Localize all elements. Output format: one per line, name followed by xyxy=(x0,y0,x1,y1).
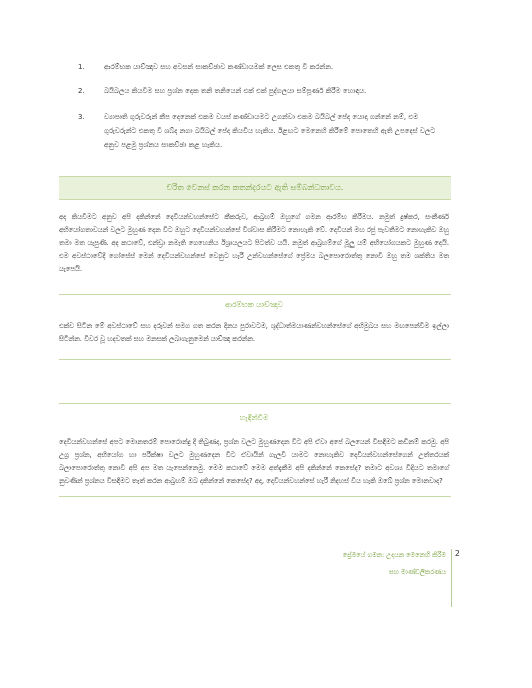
list-item xyxy=(78,84,438,98)
footer-title: ප්‍රේමයේ ගමන: උදයන මෙනෙහි කිරීම xyxy=(342,551,446,559)
intro-paragraph: අද කියවීමට අනුව අපි දකින්නේ දෙවියන්වහන්සේට කීකරුව, ආබ්‍රහම් ඔහුගේ ගමන ආරම්භ කිරීමය. නමුත් දුෂ්කර, සංකීර්ණ අභියෝගතාවයන් වලට මුහුණ දෙන විට ඔහුට දෙවියන්වහන්සේ විශ්වාස කිරීමට නොහැකි වේ. දෙවියන් මහ රජු පැවතීමට නොහැකිව ඔහු තමා මත යැපුණි. අද කථාවේ, එන්ඩ්‍රා නමැති ගෙහෙනිය ඊශ්‍රායලයට පිටත්ව යයි. නමුත් ආබ්‍රහම්ගේ මූලු යම් අභියෝගයකට මුහුණ දෙයි. එම අවස්ථාවේදී ගෝසේස් මෙන් දෙවියන්වහන්සේ වෙනුට හැරී උන්වහන්සේගේ ප්‍රේමය බලපොරොත්තු නොවී ඔහු තම ශක්තිය මත යැපෙයි. xyxy=(59,213,449,273)
divider xyxy=(59,496,451,497)
list-number: 2. xyxy=(78,87,85,95)
introduction-paragraph: දෙවියන්වහන්සේ අපට මොනතරම් පොරොන්දු දී තිබුණද, ප්‍රශ්න වලට මුහුණදෙන විට අපි ඒවා අපේ බලයෙන් විසඳීමට කඩිනම් කරමු. අපි උග්‍ර ප්‍රශ්න, අභියෝග හා පරීක්ෂා වලට මුහුණදෙන විට ඒවායින් ගැලවී යාමට නොහැකිව දෙවියන්වහන්සේගෙන් උත්තරයක් බලාපොරොත්තු නොවී අපි අප මත යැපෙන්නෙමු. මෙම කථාවේ මෙම අත්දැකීම අපි දකින්නේ කෙසේද? තමාට අවශ්‍ය විදියට තමාගේ නුවණින් ප්‍රශ්නය විසඳීමට තැත් කරන ආබ්‍රහම් ඔබ දකින්නේ කෙසේද? අද, දෙවියන්වහන්සේ හැරී නිදහස් විය හැකි ඔබේ ප්‍රශ්න මොනවාද? xyxy=(59,438,449,485)
section-heading-banner xyxy=(59,176,451,200)
prayer-paragraph: එක්ව සිටින මේ අවස්ථාවේ සහ දරුවන් සමග ගත කරන දිනය පුරාවටම, ශුද්ධාත්මයාණන්වහන්සේගේ අභිමුඛය සහ මඟපෙන්වීම ඉල්ලා සිටින්න. විවර වූ හදවතක් සහ මනසක් ලබාගැනුමෙන් යාච්ඤා කරන්න. xyxy=(59,322,449,343)
page-footer xyxy=(290,549,460,607)
footer-subtitle: සහ මාණ්ඩලිකරණය xyxy=(389,568,446,576)
list-item xyxy=(78,110,438,152)
list-text: ව්‍යාපෘති ගුරුවරුන් කීප දෙනෙක් එකම වයස් කණ්ඩායමට උගන්වා එකම බයිබල් පේද යොදා ගන්නේ නම්, එම ගුරුවරුන්ට එකතු වී ශබ්ද නගා බයිබල් පේද කියවිය හැකිය. ඊළඟට මෙනෙහි කිරීමේ පොතෙහි ඇති උපදෙස් වලට අනුව පළමු ප්‍රශ්නය සාකච්ඡා කළ හැකිය. xyxy=(104,113,436,149)
list-item xyxy=(78,60,438,74)
instruction-list xyxy=(78,60,438,152)
subheading-introduction: හැඳින්වීම xyxy=(239,413,269,422)
list-number: 3. xyxy=(78,113,85,121)
footer-divider xyxy=(451,549,452,607)
divider xyxy=(59,403,451,404)
divider xyxy=(59,359,451,360)
page-number: 2 xyxy=(454,549,460,558)
divider xyxy=(59,294,451,295)
list-text: බයිබලය කියවීම සහ ප්‍රශ්න දෙක තනි තනියෙන් එක් එක් පුද්ගලයා සම්පූර්ණ කිරීම හොඳය. xyxy=(104,87,367,95)
list-number: 1. xyxy=(78,63,85,71)
section-heading: චරිත වෙනස් කරන කතන්දරයට ඇති සම්බන්ධතාවය. xyxy=(166,183,344,192)
list-text: ආරම්භක යාච්ඤාව සහ අවසන් සාකච්ඡාව කණ්ඩායමක් ලෙස එකතු වී කරන්න. xyxy=(104,63,334,71)
subheading-opening-prayer: ආරම්භක යාච්ඤාව xyxy=(225,300,283,309)
